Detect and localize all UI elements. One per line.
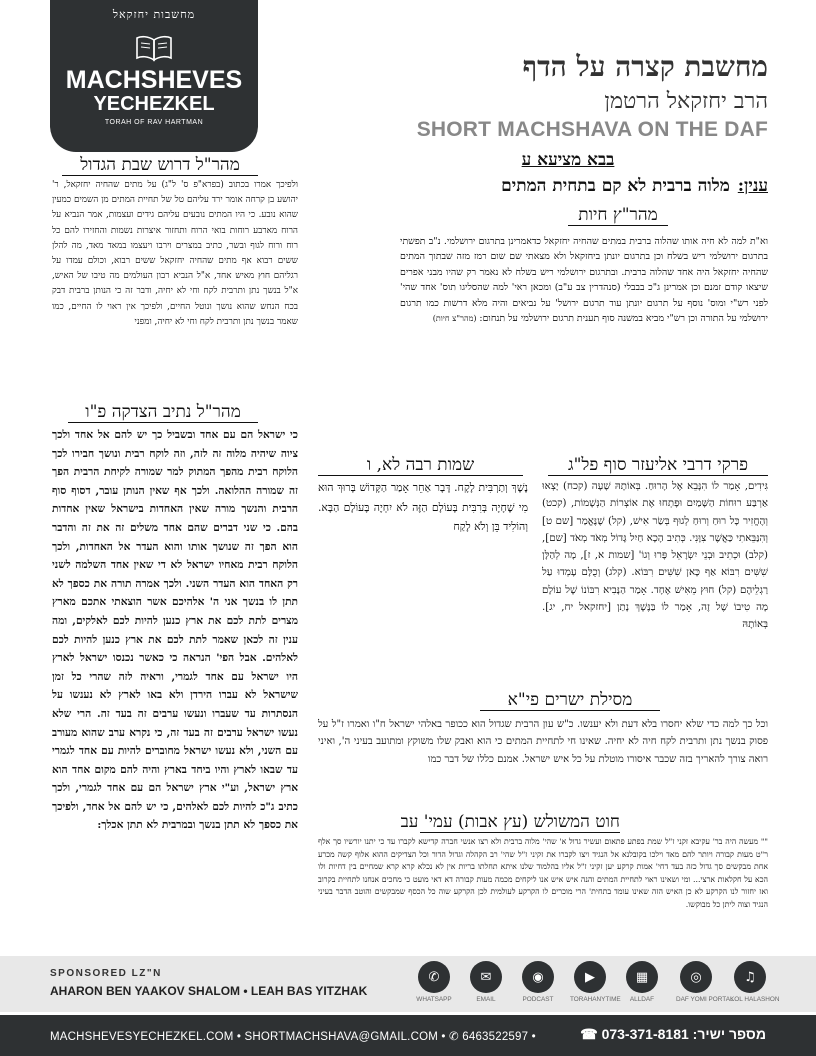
logo-tagline: TORAH OF RAV HARTMAN — [104, 119, 204, 126]
inyan-label: ענין: — [737, 176, 768, 196]
email-icon: ✉ — [470, 961, 502, 993]
chayos-text: וא"ת למה לא חיה אותו שהלוה ברבית במתים שהחיה יחזקאל כדאמרינן בתרגום ירושלמי. נ"ב תפשתי בתרגום ירושלמי ריש בשלח וכן בתרגום יונתן ביחזקאל ולא מצאתי שם שום רמז מזה שבתוך המתים שהחיה יחזקאל היה אחד שהלוה ברבית. ובתרגום ירושלמי ריש בשלח לא נאמר רק שהיו מבני אפרים שיצאו קודם זמנם וכן אמרינן ג"כ בבבלי (סנהדרין צב ע"ב) ומכאן ראי' למה שהסליגו תוס' אחד שהי' לפני רש"י ומוס' נוסף על תרגום יונתן עוד תרגום ירושל' על נביאים והיה מלא דרשות כמו תרגום ירושלמי על התורה וכן רש"י מביא במשנה סוף תענית תרגום ירושלמי על תנחום: — [400, 236, 768, 325]
direct-number[interactable]: מספר ישיר: 073-371-8181 ☎ — [580, 1026, 766, 1042]
kol-halashon-icon: ♫ — [734, 961, 766, 993]
podcast-label: PODCAST — [522, 996, 554, 1003]
chayos-source: (מהר"צ חיות) — [432, 314, 477, 324]
author-name: הרב יחזקאל הרטמן — [604, 89, 768, 114]
contact-bar — [0, 1015, 816, 1056]
whatsapp-label: WHATSAPP — [416, 996, 452, 1003]
section-body-chut: "" מעשה היה בר' עקיבא זקני ז"ל שמת בפתע פתאום ועשיר גדול א' שהי' מלוה ברבית ולא רצו אנשי חברה קדישא לקברו עד כי יתנו יורשיו סך אלף ר"ט מעות קבורה ויותר להם מאד וילכו בקובלנא אל הנגיד ויצו לקברו את זקיני ז"ל שהי' רב הקהלה וגדול הדור וכל הצדיקים ההוא אלוף קשה מכרע אחת מבקשים סך גדול כזה בעד דחי' אמות קרקע יען זקיני ז"ל אליו בהלמוד שלנו איתא תחלתו בריות אין לא נכלא קרא קרא שמחיים בין דחיות ולו הכא על חקלאות ארצי... ומי ושאינו ראוי לתחיית המתים והנה איש איש אנו ליקחים מכמה מעות קבורה דא דאי מועט כי מחכים אנחנו לתחיית בקרוב ואז יחזור לנו הקרקע לא כן האיש הזה שאינו עומד בתחית' הרי מוכרים לו הקרקע לעולמית לכן הקרקע שוה כל הכסף שמבקשים והוטב הדבר בעיני הנגיד וצוה ליתן כל מבוקשו. — [318, 837, 768, 909]
section-title-shabbos-hagadol: מהר"ל דרוש שבת הגדול — [62, 155, 258, 176]
whatsapp-icon: ✆ — [418, 961, 450, 993]
podcast-icon: ◉ — [522, 961, 554, 993]
section-title-mesilas: מסילת ישרים פי"א — [480, 690, 660, 711]
podcast-link[interactable] — [518, 961, 558, 1003]
section-body-chayos — [400, 234, 768, 448]
sponsor-label: SPONSORED LZ"N — [50, 968, 162, 979]
section-body-shemos-rabbah: נֶשֶׁךְ וְתַרְבִּית לָקָח. דָּבָר אַחֵר אָמַר הַקָּדוֹשׁ בָּרוּךְ הוּא מִי שֶׁחָיָה בְּרִבִּית בָּעוֹלָם הַזֶּה לֹא יִחְיֶה בָּעוֹלָם הַבָּא. וְהוֹלִיד בֵּן וְלֹא לָקַח — [318, 481, 528, 534]
section-title-nesiv: מהר"ל נתיב הצדקה פ"ו — [68, 402, 258, 423]
section-title-pirkei: פרקי דרבי אליעזר סוף פל"ג — [548, 455, 768, 476]
section-title-chut: חוט המשולש (עץ אבות) עמי' עב — [400, 812, 620, 832]
section-title-shemos-rabbah: שמות רבה לא, ו — [318, 455, 523, 476]
section-body-mesilas: וכל כך למה כדי שלא יחסרו בלא דעת ולא יענשו. כ"ש עון הרבית שגדול הוא ככופר באלהי ישראל ח"ו ואמרו ז"ל על פסוק בנשך נתן ותרבית לקח חיה לא יחיה. שאינו חי לתחיית המתים כי הוא ואבק שלו משוקץ ומתועב בעיני ה', ואיני רואה צורך להאריך בזה שכבר איסורו מוטלת על כל איש ישראל. אמנם כללו של דבר כמו — [318, 719, 768, 765]
masechta-heading: בבא מציעא ע — [521, 150, 615, 170]
logo — [50, 0, 258, 152]
daf-yomi-portal-icon: ◎ — [680, 961, 712, 993]
logo-hebrew: מחשבות יחזקאל — [112, 8, 196, 21]
torahanytime-icon: ▶ — [574, 961, 606, 993]
logo-machsheves: MACHSHEVES — [65, 66, 243, 94]
section-title-chayos: מהר"ץ חיות — [568, 205, 668, 226]
section-body-nesiv: כי ישראל הם עם אחד ובשביל כך יש להם אל אחד ולכך ציוה שיהיה מלוה זה לזה, וזה לוקח רבית ונושך חבירו לכך הלוקח רבית מהפך המתוק למר שמורה לקיחת הרבית הפך זה שמורה ההלואה. ולכך אף שאין הנותן עובר, דסוף סוף הרבית והנשך מורה שאין האחדות בישראל שאין אחדות בהם. כי שני דברים שהם אחד משלים זה את זה והדבר הוא הפך זה שנושך אותו והוא העדר אל האחדות, ולכך הלוקח רבית מאחיו ישראל לא די שאין אחד השלמה לשני רק האחד הוא העדר השני. ולכך אמרה תורה את כספך לא תתן לו בנשך אני ה' אלהיכם אשר הוצאתי אתכם מארץ מצרים לתת לכם את ארץ כנען להיות לכם לאלקים, ומה ענין זה לכאן שאמר לתת לכם את ארץ כנען להיות לכם לאלהים. אבל הפי' הנראה כי כאשר נכנסו ישראל לארץ היו ישראל עם אחד לגמרי, וראיה לזה שהרי כל זמן שישראל לא עברו הירדן ולא באו לארץ לא נענשו על הנסתרות עד שעברו ונעשו ערבים זה בעד זה. הרי שלא נעשו ישראל ערבים זה בעד זה, כי נקרא ערב שהוא מעורב עם השני, ולא נעשו ישראל מחוברים להיות עם אחד לגמרי עד שבאו לארץ והיו ביחד בארץ והיה להם מקום אחד הוא ארץ ישראל, וע"י ארץ ישראל הם עם אחד לגמרי, ולכך כתיב ג"כ להיות לכם לאלהים, כי יש להם אל אחד, ולפיכך את כספך לא תתן בנשך ובמרבית לא תתן אכלך: — [52, 429, 298, 832]
page-title-hebrew: מחשבת קצרה על הדף — [522, 50, 768, 83]
daf-yomi-portal-link[interactable] — [676, 961, 734, 1003]
inyan-text: מלוה ברבית לא קם בתחית המתים — [501, 176, 730, 196]
section-body-shabbos-hagadol: ולפיכך אמרו בכתוב (בפרא"פ ס' ל"ג) על מתים שהחיה יחזקאל, ר' יהושע בן קרחה אומר ירד עליהם טל של תחיית המתים מן השמים כמעין שהוא נובע. כי היו המתים נובעים עליהם גידים ועצמות, אמר הנביא על הרוח מארבע רוחות בואי הרוח ותחזור איצרות נשמות והחזירו להם כל רוח ורוח לגוף ובשר, כתיב במצרים וירבו ויעצמו במאד מאד, מה להלן ששים רבוא אף מתים שהחיה יחזקאל ששים רבוא, וכולם עמדו על רגליהם חוץ מאיש אחד, א"ל הנביא רבון העולמים מה טיבו של האיש, א"ל בנשך נתן ותרבית לקח וחי לא יחיה, ודבר זה כי הנותן ברבית דבק בכח הנחש שהוא נושך ונוטל החיים, ולפיכך אין ראוי לו החיים, כמו שאמר בנשך נתן ותרבית לקח וחי לא יחיה, ומפני — [52, 180, 298, 327]
kol-halashon-link[interactable] — [730, 961, 780, 1003]
section-body-pirkei: גִּידִים, אָמַר לוֹ הִנָּבֵא אֶל הָרוּחַ. בְּאוֹתָהּ שָׁעָה (קכח) יָצְאוּ אַרְבַּע רוּחוֹת הַשָּׁמַיִם וּפָתְחוּ אֶת אוֹצְרוֹת הַנְּשָׁמוֹת, (קכט) וְהֶחֱזִיר כָּל רוּחַ וְרוּחַ לְגוּף בְּשַׂר אִישׁ, (קל) שֶׁנֶּאֱמַר [שם ט] וְהִנַּבֵּאתִי כַּאֲשֶׁר צִוָּנִי. כְּתִיב הָכָא חַיִל גָּדוֹל מְאֹד מְאֹד [שם], (קלב) וּכְתִיב וּבְנֵי יִשְׂרָאֵל פָּרוּ וְגוֹ' [שמות א, ז], מָה לְהַלָּן שִׁשִּׁים רִבּוֹא אַף כָּאן שִׁשִּׁים רִבּוֹא. (קלג) וְכֻלָּם עָמְדוּ עַל רַגְלֵיהֶם (קל) חוּץ מֵאִישׁ אֶחָד. אָמַר הַנָּבִיא רִבּוֹנוֹ שֶׁל עוֹלָם מָה טִיבוֹ שֶׁל זֶה, אָמַר לוֹ בַּנֶּשֶׁךְ נָתַן [יחזקאל יח, יג]. בְּאוֹתָהּ — [542, 481, 768, 631]
alldaf-icon: ▦ — [626, 961, 658, 993]
sponsor-names: AHARON BEN YAAKOV SHALOM • LEAH BAS YITZHAK — [50, 984, 368, 998]
logo-yechezkel: YECHEZKEL — [93, 93, 215, 115]
email-label: EMAIL — [476, 996, 496, 1003]
alldaf-label: ALLDAF — [629, 996, 655, 1003]
daf-yomi-portal-label: DAF YOMI PORTAL — [676, 996, 734, 1003]
whatsapp-link[interactable] — [414, 961, 454, 1003]
contact-web-email-phone[interactable]: MACHSHEVESYECHEZKEL.COM • SHORTMACHSHAVA@GMAIL.COM • ✆ 6463522597 • — [50, 1031, 536, 1043]
open-book-icon — [136, 34, 172, 62]
kol-halashon-label: KOL HALASHON — [730, 996, 780, 1003]
torahanytime-link[interactable] — [570, 961, 621, 1003]
email-link[interactable] — [466, 961, 506, 1003]
alldaf-link[interactable] — [622, 961, 662, 1003]
inyan-heading — [501, 176, 768, 196]
torahanytime-label: TORAHANYTIME — [570, 996, 621, 1003]
social-icons — [414, 961, 780, 1009]
page-title-english: SHORT MACHSHAVA ON THE DAF — [416, 118, 768, 141]
